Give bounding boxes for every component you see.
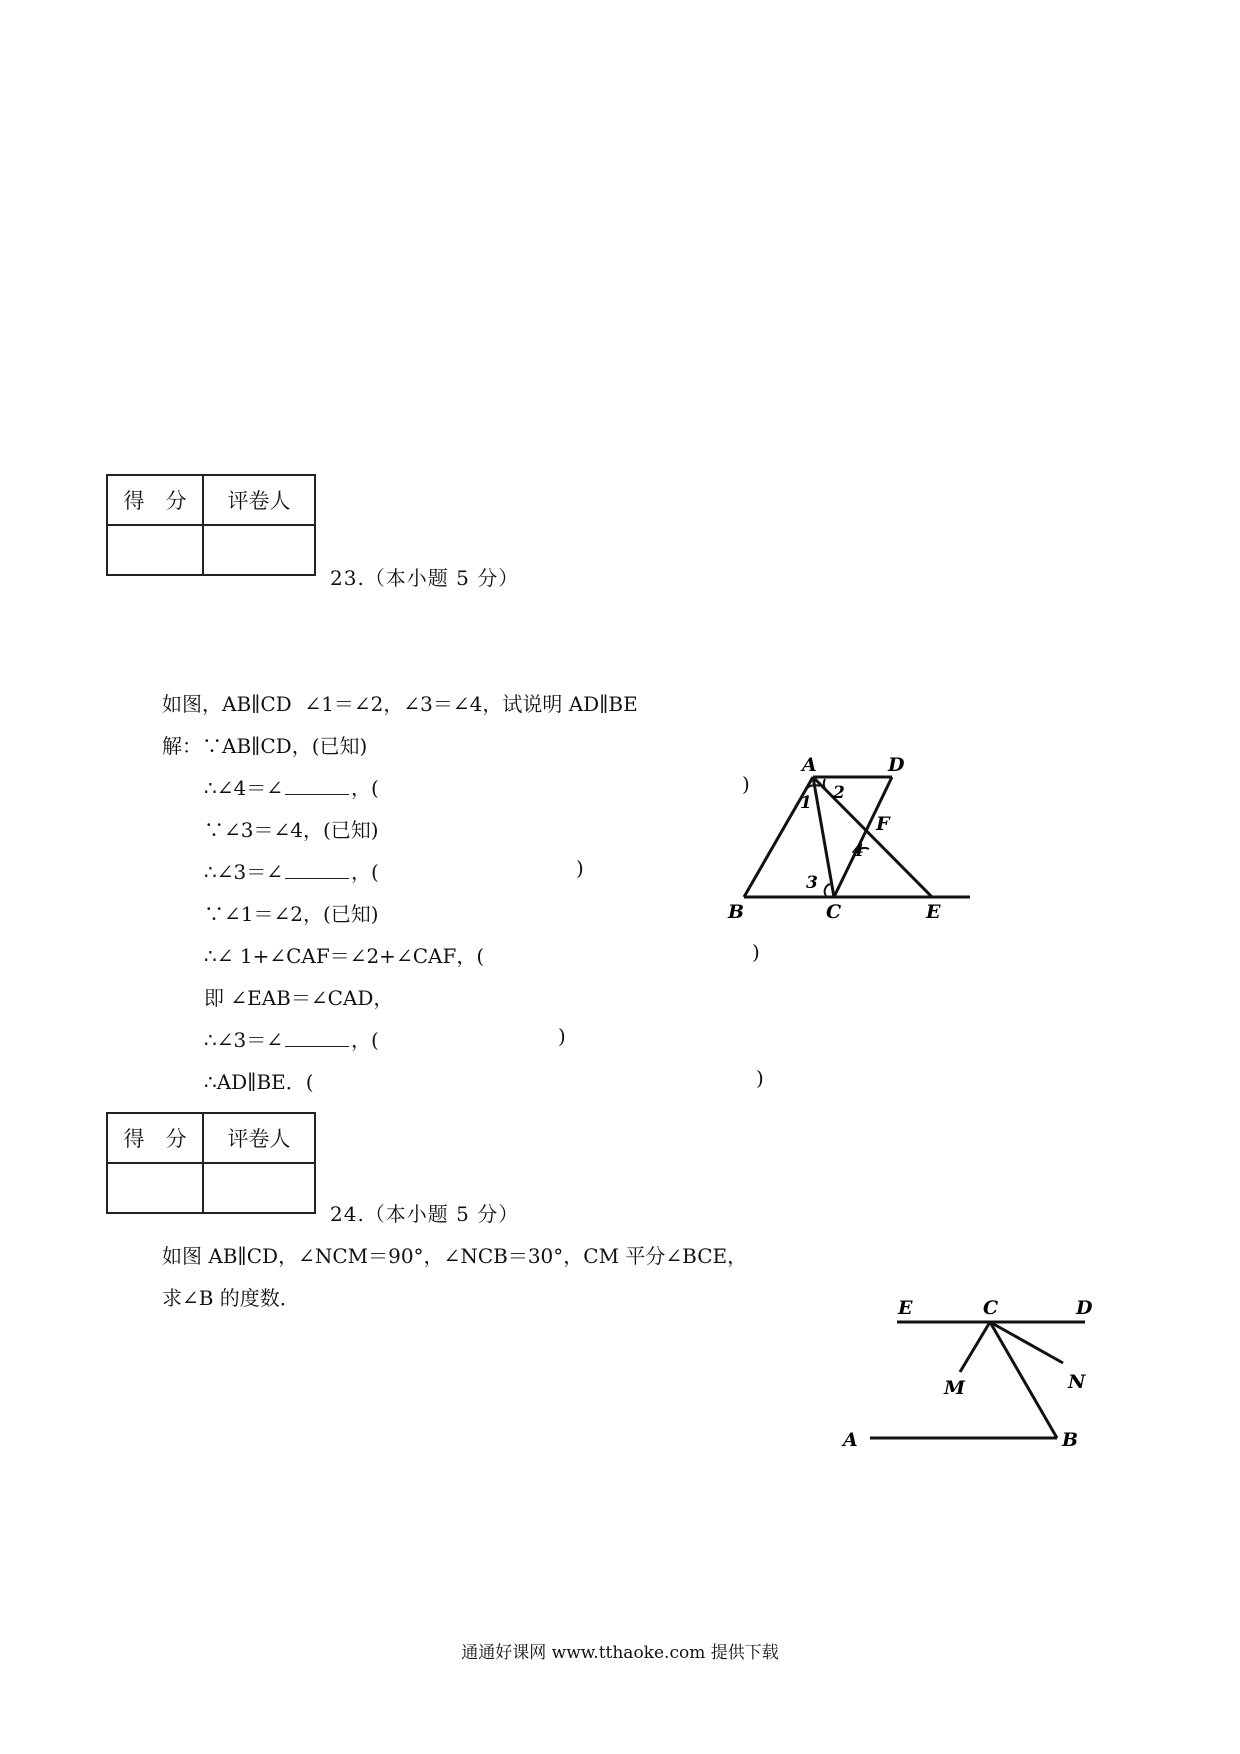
comma-paren: ，( — [350, 776, 379, 800]
q23-figure — [720, 748, 980, 928]
q23-line-2-text: ∴∠4＝∠ — [204, 776, 283, 800]
q23-line-3: ∵∠3＝∠4，(已知) — [204, 818, 379, 842]
q23-line-4 — [204, 856, 379, 885]
label-A: A — [843, 1429, 858, 1451]
grader-label: 评卷人 — [203, 475, 315, 525]
q23-line-9: ∴AD∥BE．( — [204, 1070, 314, 1094]
q23-line-2 — [204, 772, 379, 801]
score-label: 得 分 — [107, 475, 203, 525]
label-M: M — [944, 1377, 966, 1399]
q23-line-1: 解：∵AB∥CD，(已知) — [162, 734, 368, 758]
q23-line-8-text: ∴∠3＝∠ — [204, 1028, 283, 1052]
label-C: C — [826, 901, 842, 923]
label-angle-4: 4 — [852, 841, 864, 861]
q23-line-5: ∵∠1＝∠2，(已知) — [204, 902, 379, 926]
score-cell[interactable] — [107, 525, 203, 575]
label-angle-1: 1 — [800, 793, 812, 813]
close-paren: ) — [756, 1066, 764, 1090]
label-C: C — [983, 1297, 999, 1319]
comma-paren: ，( — [350, 860, 379, 884]
q24-prompt: 如图 AB∥CD，∠NCM＝90°，∠NCB＝30°，CM 平分∠BCE， — [162, 1244, 748, 1268]
q23-body — [162, 688, 782, 1108]
label-angle-3: 3 — [806, 873, 818, 893]
label-E: E — [926, 901, 941, 923]
answer-blank[interactable] — [285, 1028, 349, 1047]
label-N: N — [1068, 1371, 1086, 1393]
q23-line-8 — [204, 1024, 379, 1053]
q23-line-7: 即 ∠EAB＝∠CAD， — [204, 986, 394, 1010]
score-box-24 — [106, 1112, 316, 1214]
label-D: D — [1076, 1297, 1093, 1319]
score-box-23 — [106, 474, 316, 576]
q24-prompt-2: 求∠B 的度数． — [162, 1286, 300, 1310]
close-paren: ) — [558, 1024, 566, 1048]
label-E: E — [898, 1297, 913, 1319]
q23-line-6: ∴∠ 1+∠CAF＝∠2+∠CAF，( — [204, 944, 485, 968]
label-B: B — [1062, 1429, 1079, 1451]
q23-prompt: 如图，AB∥CD ∠1＝∠2，∠3＝∠4，试说明 AD∥BE — [162, 692, 638, 716]
comma-paren: ，( — [350, 1028, 379, 1052]
close-paren: ) — [742, 772, 750, 796]
q24-figure — [840, 1290, 1120, 1460]
label-F: F — [876, 813, 890, 835]
q23-line-4-text: ∴∠3＝∠ — [204, 860, 283, 884]
score-cell[interactable] — [107, 1163, 203, 1213]
answer-blank[interactable] — [285, 776, 349, 795]
grader-label: 评卷人 — [203, 1113, 315, 1163]
label-angle-2: 2 — [833, 783, 845, 803]
close-paren: ) — [576, 856, 584, 880]
q23-heading: 23.（本小题 5 分） — [330, 566, 520, 590]
close-paren: ) — [752, 940, 760, 964]
grader-cell[interactable] — [203, 525, 315, 575]
grader-cell[interactable] — [203, 1163, 315, 1213]
label-B: B — [728, 901, 745, 923]
page-footer: 通通好课网 www.tthaoke.com 提供下载 — [461, 1643, 779, 1663]
answer-blank[interactable] — [285, 860, 349, 879]
label-A: A — [802, 754, 817, 776]
q24-heading: 24.（本小题 5 分） — [330, 1202, 520, 1226]
label-D: D — [888, 754, 905, 776]
score-label: 得 分 — [107, 1113, 203, 1163]
